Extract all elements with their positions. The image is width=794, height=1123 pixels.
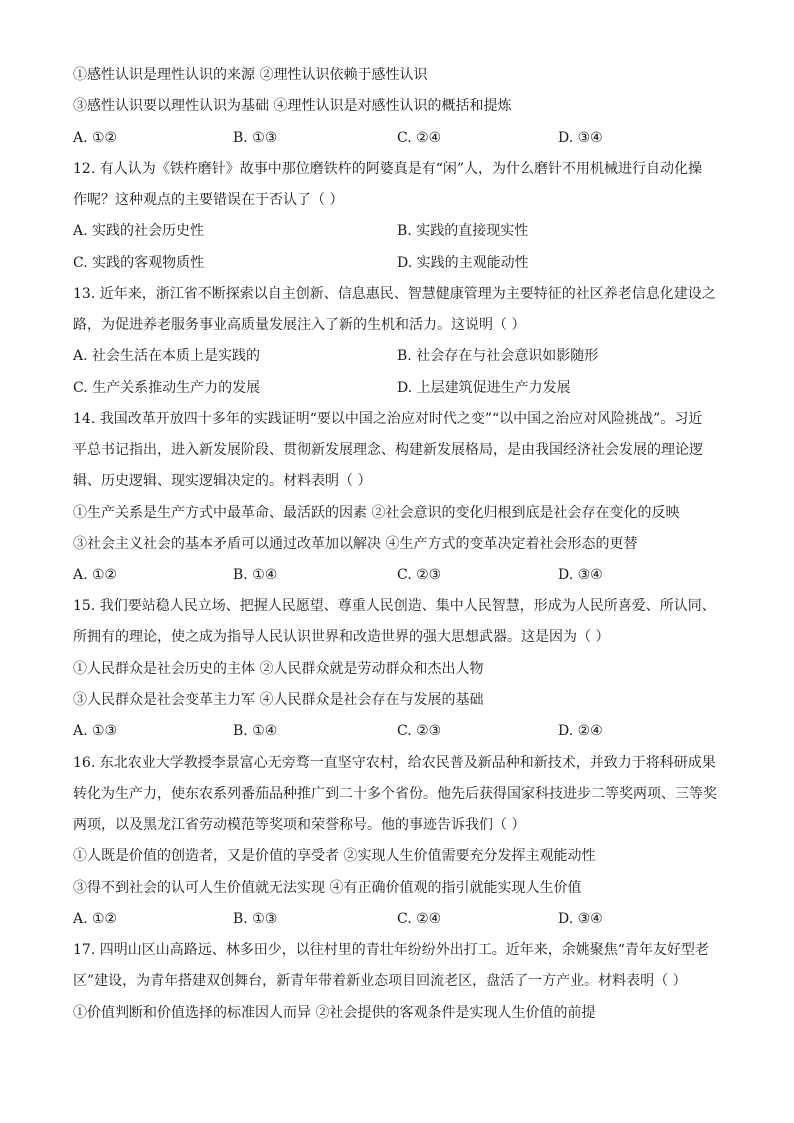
q16-statements-2: ③得不到社会的认可人生价值就无法实现 ④有正确价值观的指引就能实现人生价值 xyxy=(73,880,582,896)
q16-option-a[interactable]: A. ①② xyxy=(73,911,118,927)
q12-option-c[interactable]: C. 实践的客观物质性 xyxy=(73,255,205,271)
q17-statements-1: ①价值判断和价值选择的标准因人而异 ②社会提供的客观条件是实现人生价值的前提 xyxy=(73,1005,596,1021)
q16-option-c[interactable]: C. ②④ xyxy=(397,911,442,927)
q12-option-a[interactable]: A. 实践的社会历史性 xyxy=(73,223,205,239)
q15-statements-2: ③人民群众是社会变革主力军 ④人民群众是社会存在与发展的基础 xyxy=(73,692,484,708)
q11-option-c[interactable]: C. ②④ xyxy=(397,130,442,146)
q16-statements-1: ①人既是价值的创造者，又是价值的享受者 ②实现人生价值需要充分发挥主观能动性 xyxy=(73,848,596,864)
q14-statements-2: ③社会主义社会的基本矛盾可以通过改革加以解决 ④生产方式的变革决定着社会形态的更替 xyxy=(73,536,638,552)
q14-stem-line-2: 平总书记指出，进入新发展阶段、贯彻新发展理念、构建新发展格局，是由我国经济社会发展的理论逻 xyxy=(73,442,703,458)
q12-stem-line-1: 12. 有人认为《铁杵磨针》故事中那位磨铁杵的阿婆真是有“闲”人，为什么磨针不用机械进行自动化操 xyxy=(73,161,703,177)
q12-option-b[interactable]: B. 实践的直接现实性 xyxy=(397,223,529,239)
q15-option-d[interactable]: D. ②④ xyxy=(558,723,603,739)
q13-option-d[interactable]: D. 上层建筑促进生产力发展 xyxy=(397,380,571,396)
q14-stem-line-1: 14. 我国改革开放四十多年的实践证明“要以中国之治应对时代之变”“以中国之治应对风险挑战”。习近 xyxy=(73,411,703,427)
q14-option-c[interactable]: C. ②③ xyxy=(397,567,442,583)
q13-stem-line-2: 路，为促进养老服务事业高质量发展注入了新的生机和活力。这说明（ ） xyxy=(73,317,526,333)
q16-stem-line-2: 转化为生产力，使东农系列番茄品种推广到二十多个省份。他先后获得国家科技进步二等奖两项、三等奖 xyxy=(73,786,717,802)
q11-statements-1: ①感性认识是理性认识的来源 ②理性认识依赖于感性认识 xyxy=(73,67,428,83)
q11-option-d[interactable]: D. ③④ xyxy=(558,130,603,146)
q15-statements-1: ①人民群众是社会历史的主体 ②人民群众就是劳动群众和杰出人物 xyxy=(73,661,484,677)
q13-option-c[interactable]: C. 生产关系推动生产力的发展 xyxy=(73,380,261,396)
q16-option-d[interactable]: D. ③④ xyxy=(558,911,603,927)
q17-stem-line-2: 区”建设，为青年搭建双创舞台，新青年带着新业态项目回流老区，盘活了一方产业。材料表明（ ） xyxy=(73,973,687,989)
q17-stem-line-1: 17. 四明山区山高路远、林多田少，以往村里的青壮年纷纷外出打工。近年来，余姚聚焦“青年友好型老 xyxy=(73,942,709,958)
q12-option-d[interactable]: D. 实践的主观能动性 xyxy=(397,255,529,271)
q11-option-a[interactable]: A. ①② xyxy=(73,130,118,146)
q15-stem-line-1: 15. 我们要站稳人民立场、把握人民愿望、尊重人民创造、集中人民智慧，形成为人民所喜爱、所认同、 xyxy=(73,598,716,614)
q14-statements-1: ①生产关系是生产方式中最革命、最活跃的因素 ②社会意识的变化归根到底是社会存在变化的反映 xyxy=(73,505,680,521)
q15-option-b[interactable]: B. ①④ xyxy=(233,723,278,739)
q14-stem-line-3: 辑、历史逻辑、现实逻辑决定的。材料表明（ ） xyxy=(73,473,372,489)
q14-option-a[interactable]: A. ①② xyxy=(73,567,118,583)
q12-stem-line-2: 作呢？这种观点的主要错误在于否认了（ ） xyxy=(73,192,344,208)
q13-option-b[interactable]: B. 社会存在与社会意识如影随形 xyxy=(397,348,599,364)
q15-stem-line-2: 所拥有的理论，使之成为指导人民认识世界和改造世界的强大思想武器。这是因为（ ） xyxy=(73,629,610,645)
q11-statements-2: ③感性认识要以理性认识为基础 ④理性认识是对感性认识的概括和提炼 xyxy=(73,98,512,114)
q11-option-b[interactable]: B. ①③ xyxy=(233,130,278,146)
q16-option-b[interactable]: B. ①③ xyxy=(233,911,278,927)
q16-stem-line-1: 16. 东北农业大学教授李景富心无旁骛一直坚守农村，给农民普及新品种和新技术，并致力于将科研成果 xyxy=(73,755,716,771)
q13-option-a[interactable]: A. 社会生活在本质上是实践的 xyxy=(73,348,261,364)
q14-option-d[interactable]: D. ③④ xyxy=(558,567,603,583)
q14-option-b[interactable]: B. ①④ xyxy=(233,567,278,583)
q15-option-a[interactable]: A. ①③ xyxy=(73,723,118,739)
q15-option-c[interactable]: C. ②③ xyxy=(397,723,442,739)
q13-stem-line-1: 13. 近年来，浙江省不断探索以自主创新、信息惠民、智慧健康管理为主要特征的社区养老信息化建设之 xyxy=(73,286,716,302)
q16-stem-line-3: 两项，以及黑龙江省劳动模范等奖项和荣誉称号。他的事迹告诉我们（ ） xyxy=(73,817,526,833)
